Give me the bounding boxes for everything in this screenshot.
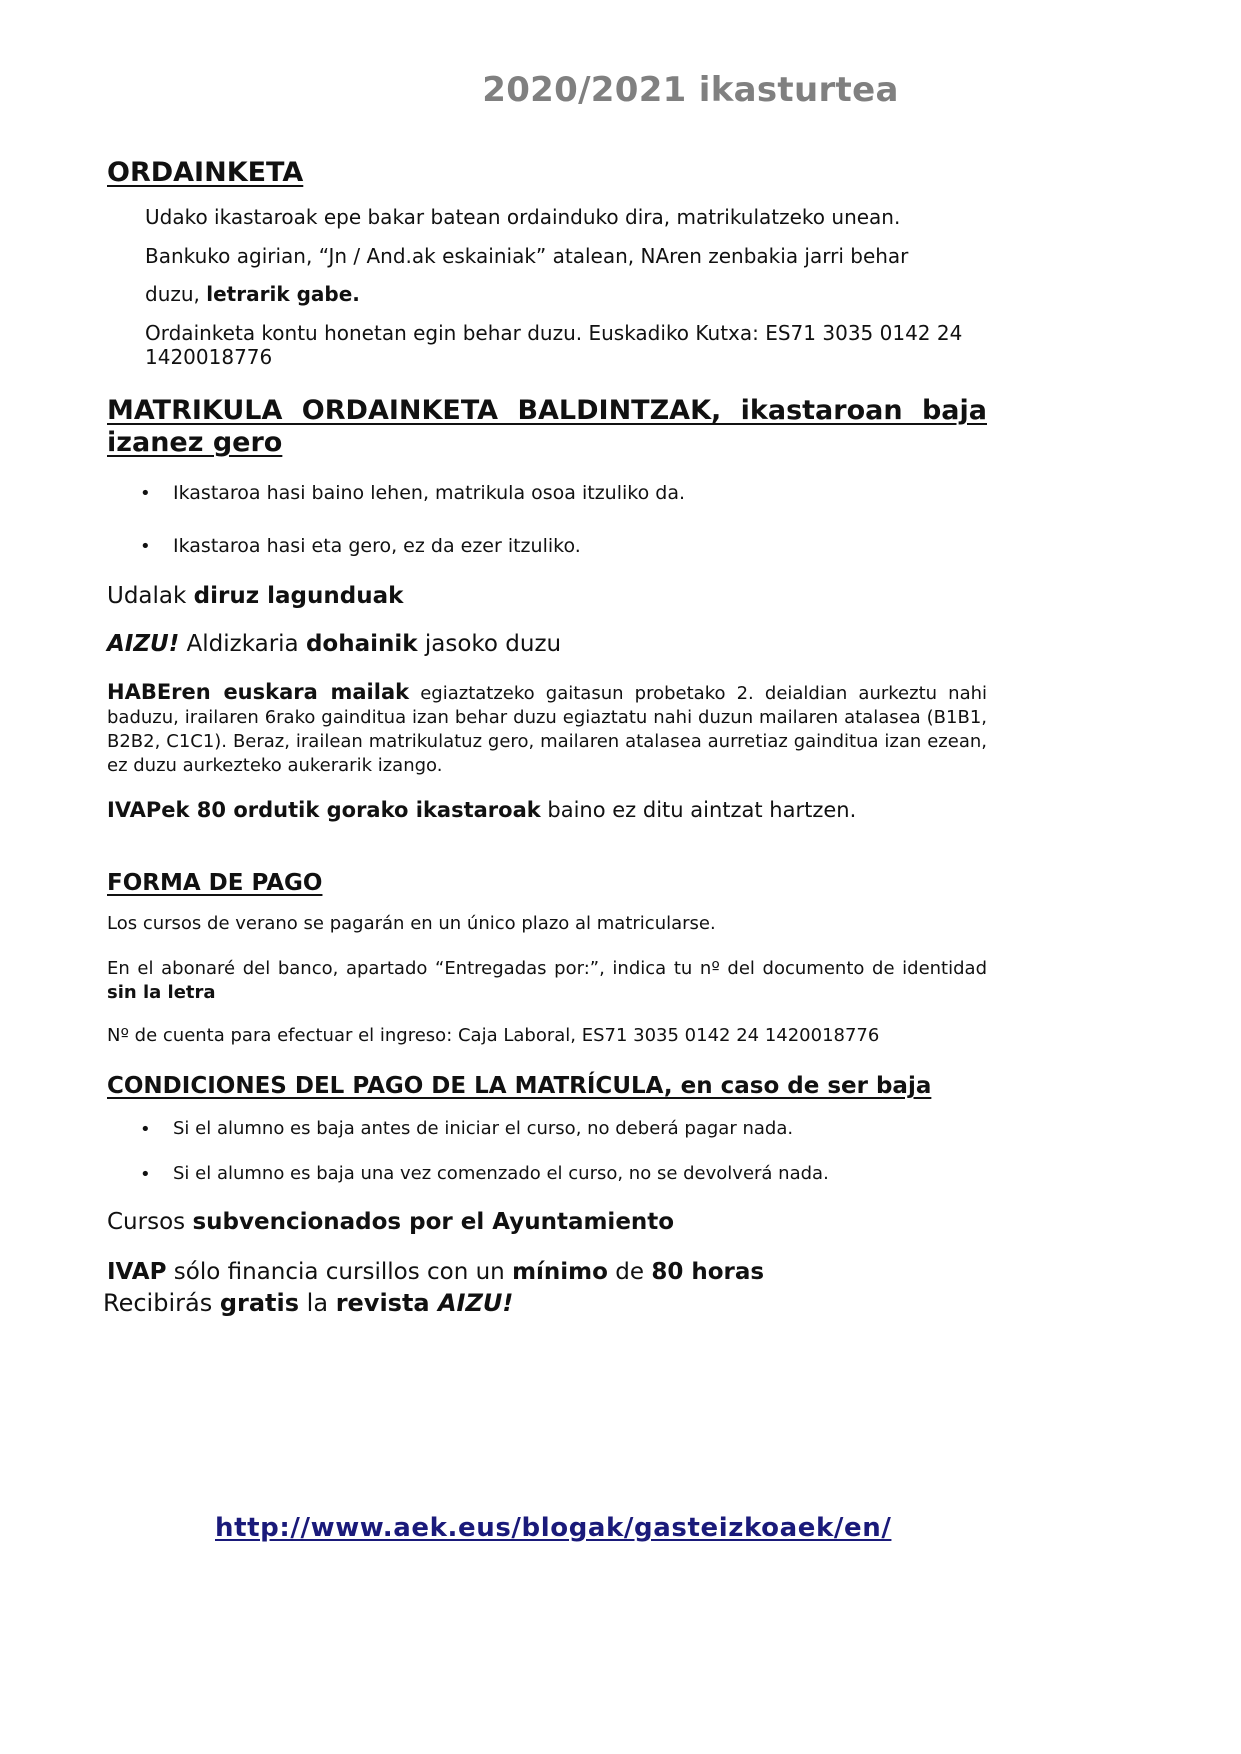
ordainketa-line-4: Ordainketa kontu honetan egin behar duzu. Euskadiko Kutxa: ES71 3035 0142 24 xyxy=(145,321,963,345)
habe-text: egiaztatzeko gaitasun probetako 2. deialdian aurkeztu nahi baduzu, irailaren 6rako gainditua izan behar duzu egiaztatu nahi duzun mailaren atalasea (B1B1, B2B2, C1C1). Beraz, irailean matrikulatuz gero, mailaren atalasea aurretiaz gainditua izan ezean, ez duzu aurkezteko aukerarik izango. xyxy=(107,683,988,776)
condiciones-bullet-2: Si el alumno es baja una vez comenzado el curso, no se devolverá nada. xyxy=(173,1163,829,1184)
ivap-es-text-2: de xyxy=(607,1259,652,1285)
baldintzak-bullet-1: Ikastaroa hasi baino lehen, matrikula osoa itzuliko da. xyxy=(173,482,685,504)
revista-bold-1: gratis xyxy=(219,1289,300,1317)
revista-brand: AIZU! xyxy=(437,1289,514,1317)
baldintzak-bullet-2: Ikastaroa hasi eta gero, ez da ezer itzuliko. xyxy=(173,535,581,557)
page-title: 2020/2021 ikasturtea xyxy=(482,70,899,110)
ivap-es-bold-1: IVAP xyxy=(107,1259,167,1285)
revista-bold-2: revista xyxy=(335,1289,438,1317)
bullet-icon: • xyxy=(140,1164,151,1185)
udalak-prefix: Udalak xyxy=(107,583,194,609)
ivap-eu-bold: IVAPek 80 ordutik gorako ikastaroak xyxy=(107,798,541,822)
bullet-icon: • xyxy=(140,483,151,504)
bullet-icon: • xyxy=(140,536,151,557)
udalak-bold: diruz lagunduak xyxy=(193,583,404,609)
forma-pago-line-2-text: En el abonaré del banco, apartado “Entregadas por:”, indica tu nº del documento de identidad xyxy=(107,958,987,979)
ivap-es-line xyxy=(107,1259,764,1285)
aizu-line xyxy=(107,631,561,657)
revista-prefix: Recibirás xyxy=(103,1289,220,1317)
aizu-mid: Aldizkaria xyxy=(179,631,306,657)
ordainketa-line-3-prefix: duzu, xyxy=(145,282,207,306)
revista-mid: la xyxy=(299,1289,336,1317)
forma-pago-line-2 xyxy=(107,957,987,1005)
cursos-bold: subvencionados por el Ayuntamiento xyxy=(192,1209,675,1235)
revista-line xyxy=(103,1289,513,1317)
ordainketa-line-3-bold: letrarik gabe. xyxy=(206,282,360,306)
aizu-bold: dohainik xyxy=(305,631,418,657)
ordainketa-line-1: Udako ikastaroak epe bakar batean ordainduko dira, matrikulatzeko unean. xyxy=(145,205,901,229)
aizu-brand: AIZU! xyxy=(107,631,180,657)
ordainketa-line-2: Bankuko agirian, “Jn / And.ak eskainiak” atalean, NAren zenbakia jarri behar xyxy=(145,244,909,268)
ivap-eu-line xyxy=(107,798,856,822)
habe-paragraph xyxy=(107,680,987,778)
forma-pago-heading: FORMA DE PAGO xyxy=(107,870,323,896)
cursos-line xyxy=(107,1209,674,1235)
ordainketa-heading: ORDAINKETA xyxy=(107,157,304,188)
baldintzak-heading-line-2: izanez gero xyxy=(107,427,283,458)
condiciones-bullet-1: Si el alumno es baja antes de iniciar el curso, no deberá pagar nada. xyxy=(173,1118,794,1139)
cursos-prefix: Cursos xyxy=(107,1209,193,1235)
ordainketa-line-3 xyxy=(145,282,360,306)
footer-link[interactable]: http://www.aek.eus/blogak/gasteizkoaek/en/ xyxy=(215,1513,892,1543)
ivap-es-bold-2: mínimo xyxy=(512,1259,608,1285)
forma-pago-line-1: Los cursos de verano se pagarán en un único plazo al matricularse. xyxy=(107,913,716,934)
ivap-es-text-1: sólo financia cursillos con un xyxy=(166,1259,513,1285)
baldintzak-heading-line-1: MATRIKULA ORDAINKETA BALDINTZAK, ikastaroan baja xyxy=(107,395,987,426)
ivap-es-bold-3: 80 horas xyxy=(651,1259,765,1285)
forma-pago-line-2-bold: sin la letra xyxy=(107,982,216,1003)
forma-pago-line-3: Nº de cuenta para efectuar el ingreso: Caja Laboral, ES71 3035 0142 24 1420018776 xyxy=(107,1025,880,1046)
habe-bold: HABEren euskara mailak xyxy=(107,680,410,704)
bullet-icon: • xyxy=(140,1119,151,1140)
condiciones-heading: CONDICIONES DEL PAGO DE LA MATRÍCULA, en caso de ser baja xyxy=(107,1073,932,1099)
ordainketa-line-5: 1420018776 xyxy=(145,345,273,369)
ivap-eu-suffix: baino ez ditu aintzat hartzen. xyxy=(540,798,857,822)
aizu-suffix: jasoko duzu xyxy=(417,631,562,657)
udalak-line xyxy=(107,583,403,609)
